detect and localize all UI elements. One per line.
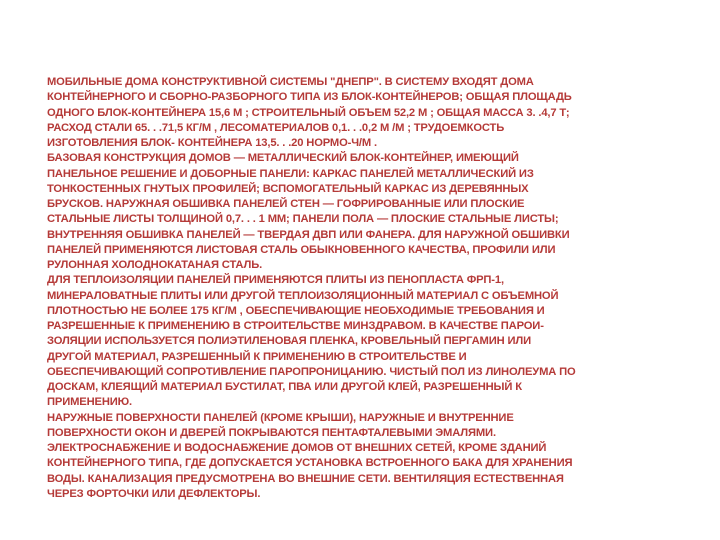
text-line: ТОНКОСТЕННЫХ ГНУТЫХ ПРОФИЛЕЙ; ВСПОМОГАТЕЛЬНЫЙ КАРКАС ИЗ ДЕРЕВЯННЫХ [47,182,529,195]
text-line: КОНТЕЙНЕРНОГО И СБОРНО-РАЗБОРНОГО ТИПА ИЗ БЛОК-КОНТЕЙНЕРОВ; ОБЩАЯ ПЛОЩАДЬ [47,91,572,104]
text-line: ПОВЕРХНОСТИ ОКОН И ДВЕРЕЙ ПОКРЫВАЮТСЯ ПЕНТАФТАЛЕВЫМИ ЭМАЛЯМИ. [47,426,496,439]
text-line: ВОДЫ. КАНАЛИЗАЦИЯ ПРЕДУСМОТРЕНА ВО ВНЕШНИЕ СЕТИ. ВЕНТИЛЯЦИЯ ЕСТЕСТВЕННАЯ [47,472,564,485]
body-text [47,75,659,502]
text-line: ЭЛЕКТРОСНАБЖЕНИЕ И ВОДОСНАБЖЕНИЕ ДОМОВ ОТ ВНЕШНИХ СЕТЕЙ, КРОМЕ ЗДАНИЙ [47,442,547,454]
text-line: ДОСКАМ, КЛЕЯЩИЙ МАТЕРИАЛ БУСТИЛАТ, ПВА ИЛИ ДРУГОЙ КЛЕЙ, РАЗРЕШЕННЫЙ К [47,381,522,393]
text-line: МИНЕРАЛОВАТНЫЕ ПЛИТЫ ИЛИ ДРУГОЙ ТЕПЛОИЗОЛЯЦИОННЫЙ МАТЕРИАЛ С ОБЪЕМНОЙ [47,289,559,302]
text-line: ПРИМЕНЕНИЮ. [47,396,132,409]
text-line: КОНТЕЙНЕРНОГО ТИПА, ГДЕ ДОПУСКАЕТСЯ УСТАНОВКА ВСТРОЕННОГО БАКА ДЛЯ ХРАНЕНИЯ [47,457,573,470]
text-line: ЧЕРЕЗ ФОРТОЧКИ ИЛИ ДЕФЛЕКТОРЫ. [47,487,261,500]
text-line: ИЗГОТОВЛЕНИЯ БЛОК- КОНТЕЙНЕРА 13,5. . .20 НОРМО-Ч/М . [47,137,377,149]
text-line: ПАНЕЛЕЙ ПРИМЕНЯЮТСЯ ЛИСТОВАЯ СТАЛЬ ОБЫКНОВЕННОГО КАЧЕСТВА, ПРОФИЛИ ИЛИ [47,243,556,256]
text-line: РУЛОННАЯ ХОЛОДНОКАТАНАЯ СТАЛЬ. [47,259,263,271]
text-line: ОДНОГО БЛОК-КОНТЕЙНЕРА 15,6 М ; СТРОИТЕЛЬНЫЙ ОБЪЕМ 52,2 М ; ОБЩАЯ МАССА 3. .4,7 Т; [47,106,570,119]
text-line: ОБЕСПЕЧИВАЮЩИЙ СОПРОТИВЛЕНИЕ ПАРОПРОНИЦАНИЮ. ЧИСТЫЙ ПОЛ ИЗ ЛИНОЛЕУМА ПО [47,365,576,378]
text-line: РАСХОД СТАЛИ 65. . .71,5 КГ/М , ЛЕСОМАТЕРИАЛОВ 0,1. . .0,2 М /М ; ТРУДОЕМКОСТЬ [47,121,505,134]
text-line: ВНУТРЕННЯЯ ОБШИВКА ПАНЕЛЕЙ — ТВЕРДАЯ ДВП ИЛИ ФАНЕРА. ДЛЯ НАРУЖНОЙ ОБШИВКИ [47,228,570,241]
text-line: ЗОЛЯЦИИ ИСПОЛЬЗУЕТСЯ ПОЛИЭТИЛЕНОВАЯ ПЛЕНКА, КРОВЕЛЬНЫЙ ПЕРГАМИН ИЛИ [47,335,531,348]
text-line: СТАЛЬНЫЕ ЛИСТЫ ТОЛЩИНОЙ 0,7. . . 1 ММ; ПАНЕЛИ ПОЛА — ПЛОСКИЕ СТАЛЬНЫЕ ЛИСТЫ; [47,213,559,226]
text-line: РАЗРЕШЕННЫЕ К ПРИМЕНЕНИЮ В СТРОИТЕЛЬСТВЕ МИНЗДРАВОМ. В КАЧЕСТВЕ ПАРОИ- [47,320,544,332]
text-line: ДРУГОЙ МАТЕРИАЛ, РАЗРЕШЕННЫЙ К ПРИМЕНЕНИЮ В СТРОИТЕЛЬСТВЕ И [47,350,467,363]
text-line: БРУСКОВ. НАРУЖНАЯ ОБШИВКА ПАНЕЛЕЙ СТЕН — ГОФРИРОВАННЫЕ ИЛИ ПЛОСКИЕ [47,198,525,210]
text-line: МОБИЛЬНЫЕ ДОМА КОНСТРУКТИВНОЙ СИСТЕМЫ "ДНЕПР". В СИСТЕМУ ВХОДЯТ ДОМА [47,76,534,88]
text-line: НАРУЖНЫЕ ПОВЕРХНОСТИ ПАНЕЛЕЙ (КРОМЕ КРЫШИ), НАРУЖНЫЕ И ВНУТРЕННИЕ [47,411,514,424]
text-line: ДЛЯ ТЕПЛОИЗОЛЯЦИИ ПАНЕЛЕЙ ПРИМЕНЯЮТСЯ ПЛИТЫ ИЗ ПЕНОПЛАСТА ФРП-1, [47,274,504,287]
text-line: ПЛОТНОСТЬЮ НЕ БОЛЕЕ 175 КГ/М , ОБЕСПЕЧИВАЮЩИЕ НЕОБХОДИМЫЕ ТРЕБОВАНИЯ И [47,304,545,317]
text-line: ПАНЕЛЬНОЕ РЕШЕНИЕ И ДОБОРНЫЕ ПАНЕЛИ: КАРКАС ПАНЕЛЕЙ МЕТАЛЛИЧЕСКИЙ ИЗ [47,167,534,180]
text-line: БАЗОВАЯ КОНСТРУКЦИЯ ДОМОВ — МЕТАЛЛИЧЕСКИЙ БЛОК-КОНТЕЙНЕР, ИМЕЮЩИЙ [47,152,519,165]
